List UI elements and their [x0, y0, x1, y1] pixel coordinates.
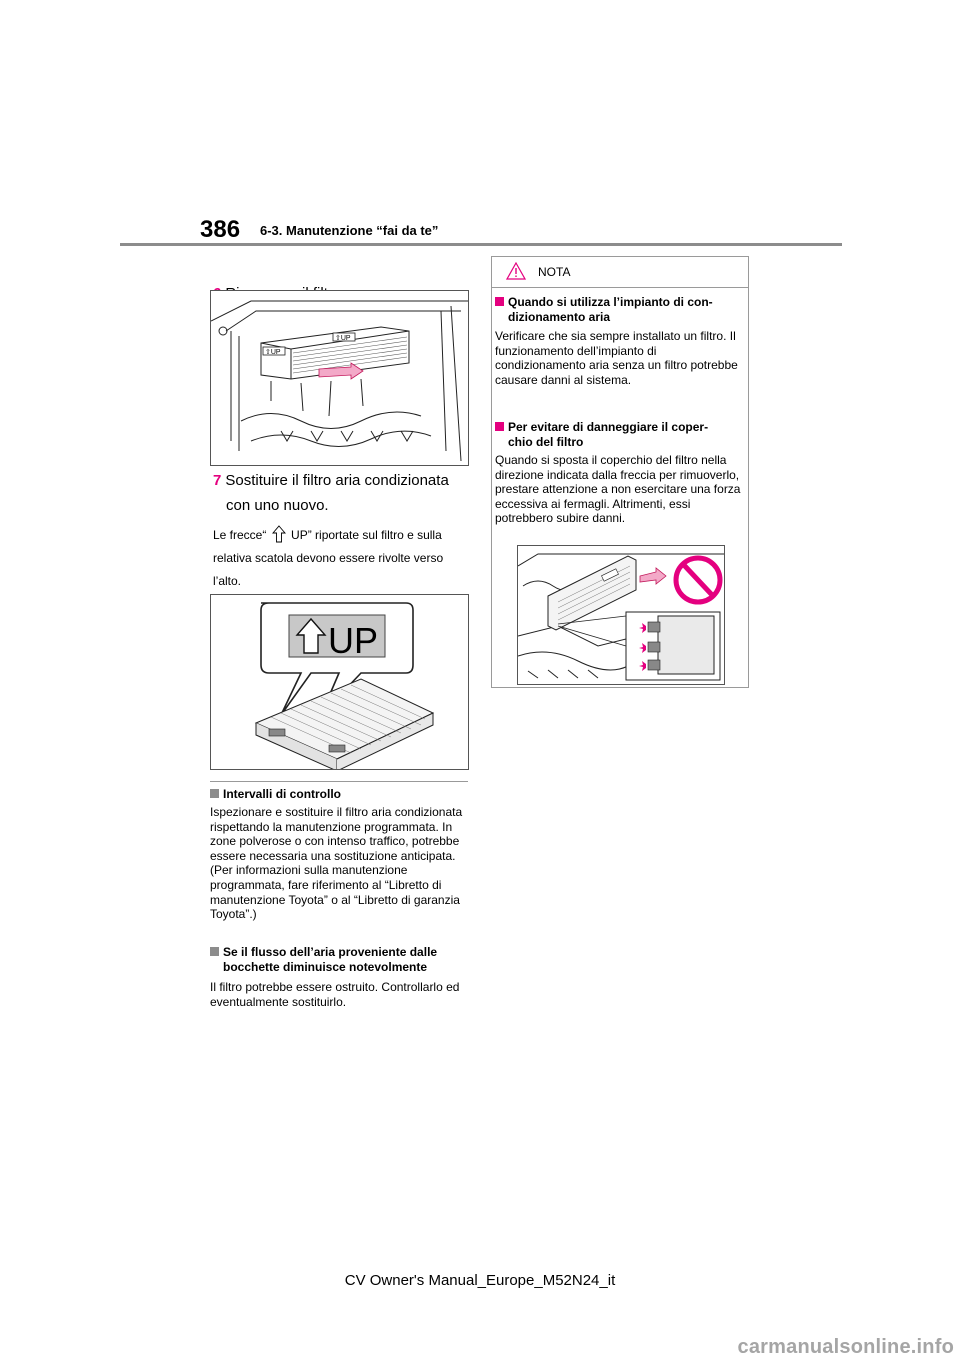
arrow-note-end: relativa scatola devono essere rivolte verso l’alto.: [213, 551, 444, 588]
arrow-note-middle: UP” riportate sul filtro e sulla: [291, 528, 442, 542]
nota-header: [492, 257, 748, 288]
step-7-line1: Sostituire il filtro aria condizionata: [225, 472, 449, 489]
up-marking-figure: [210, 594, 469, 770]
column-divider: [210, 781, 468, 782]
paragraph-ac-use: Verificare che sia sempre installato un filtro. Il funzionamento dell’impianto di condizionamento aria senza un filtro potrebbe causare danni al sistema.: [495, 329, 738, 387]
up-arrow-icon: [272, 525, 286, 543]
heading-ac-use: [495, 295, 745, 325]
heading-cover-line2: chio del filtro: [508, 435, 584, 449]
filter-removal-illustration: [211, 291, 468, 465]
step-7: [213, 468, 468, 518]
heading-cover-damage: [495, 420, 745, 450]
heading-check-intervals-text: Intervalli di controllo: [223, 787, 342, 801]
bullet-square-icon: [495, 422, 504, 431]
nota-label: NOTA: [538, 265, 571, 279]
heading-ac-line2: dizionamento aria: [508, 310, 611, 324]
arrow-note-start: Le frecce“: [213, 528, 267, 542]
warning-triangle-icon: [506, 262, 526, 280]
filter-removal-figure: [210, 290, 469, 466]
paragraph-check-intervals: Ispezionare e sostituire il filtro aria condizionata rispettando la manutenzione programmata. In zone polverose o con intenso traffico, potrebbe essere necessaria una sostituzione anticipata. (Per informazioni sulla manutenzione programmata, fare riferimento al “Libretto di manutenzione Toyota” o al “Libretto di garanzia Toyota”.): [210, 805, 463, 922]
cover-warning-figure: [517, 545, 725, 685]
arrow-orientation-note: [213, 524, 473, 593]
heading-airflow-line1: Se il flusso dell’aria proveniente dalle: [223, 945, 438, 959]
up-small-label: ⇧UP: [265, 349, 281, 356]
watermark-text: carmanualsonline.info: [737, 1336, 954, 1358]
svg-text:⇧UP: ⇧UP: [335, 335, 351, 342]
heading-cover-line1: Per evitare di danneggiare il coper-: [508, 420, 709, 434]
step-7-line2: con uno nuovo.: [226, 497, 329, 514]
cover-warning-illustration: [518, 546, 724, 684]
bullet-square-icon: [495, 297, 504, 306]
up-marking-illustration: [211, 595, 468, 769]
footer-manual-name: CV Owner's Manual_Europe_M52N24_it: [344, 1272, 616, 1289]
header-divider: [120, 243, 842, 246]
up-large-label: UP: [328, 620, 379, 661]
step-7-number: 7: [213, 472, 222, 489]
bullet-square-icon: [210, 789, 219, 798]
heading-ac-line1: Quando si utilizza l’impianto di con-: [508, 295, 713, 309]
paragraph-airflow-decrease: Il filtro potrebbe essere ostruito. Controllarlo ed eventualmente sostituirlo.: [210, 980, 460, 1009]
page-number: 386: [200, 216, 241, 243]
heading-airflow-decrease: [210, 945, 472, 975]
push-arrow: [640, 568, 666, 584]
heading-airflow-line2: bocchette diminuisce notevolmente: [223, 960, 428, 974]
heading-check-intervals: [210, 787, 472, 802]
paragraph-cover-damage: Quando si sposta il coperchio del filtro nella direzione indicata dalla freccia per rimuoverlo, prestare attenzione a non esercitare una forza eccessiva ai fermagli. Altrimenti, essi potrebbero subire danni.: [495, 453, 741, 526]
section-title: 6-3. Manutenzione “fai da te”: [260, 223, 439, 238]
bullet-square-icon: [210, 947, 219, 956]
watermark: [0, 1334, 960, 1358]
